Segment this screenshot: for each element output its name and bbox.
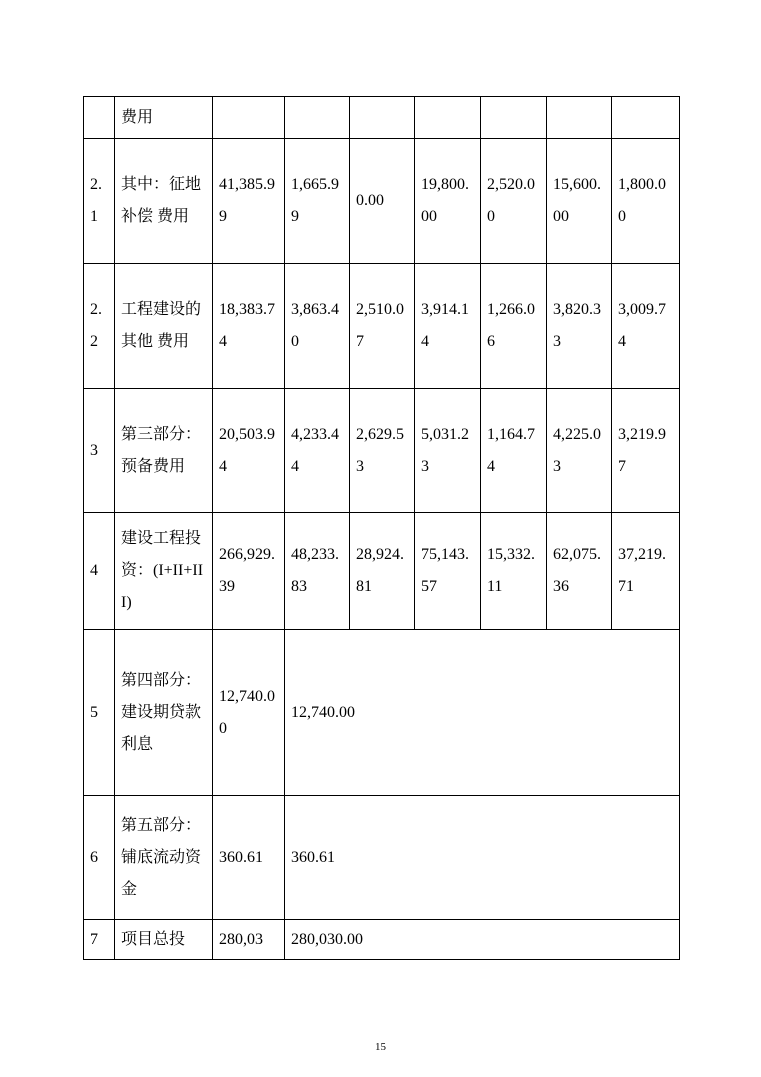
value-cell: 20,503.94: [213, 389, 285, 513]
value-cell: 3,820.33: [547, 264, 612, 389]
row-number: 4: [84, 513, 115, 630]
value-cell: 19,800.00: [415, 139, 481, 264]
row-number: 2.1: [84, 139, 115, 264]
total-cell: 280,03: [213, 920, 285, 960]
row-number: [84, 97, 115, 139]
row-number: 3: [84, 389, 115, 513]
value-cell: 37,219.71: [612, 513, 680, 630]
table-row: [84, 139, 680, 264]
item-name: 项目总投: [115, 920, 213, 960]
table-row: [84, 97, 680, 139]
value-cell: 1,665.99: [285, 139, 350, 264]
value-cell: 28,924.81: [350, 513, 415, 630]
table-row: [84, 389, 680, 513]
table-row: [84, 264, 680, 389]
item-name: 第五部分：铺底流动资金: [115, 796, 213, 920]
value-cell: 0.00: [350, 139, 415, 264]
value-cell: 3,219.97: [612, 389, 680, 513]
item-name: 第三部分：预备费用: [115, 389, 213, 513]
value-cell: 4,225.03: [547, 389, 612, 513]
value-cell: [213, 97, 285, 139]
value-cell: 41,385.99: [213, 139, 285, 264]
value-cell: 15,600.00: [547, 139, 612, 264]
value-cell: 3,914.14: [415, 264, 481, 389]
value-cell: 5,031.23: [415, 389, 481, 513]
value-cell: 4,233.44: [285, 389, 350, 513]
table-row: [84, 920, 680, 960]
total-cell: 360.61: [213, 796, 285, 920]
investment-table: [83, 96, 680, 960]
value-cell: [547, 97, 612, 139]
value-cell: 1,800.00: [612, 139, 680, 264]
value-cell: 15,332.11: [481, 513, 547, 630]
page-number: 15: [375, 1041, 386, 1053]
value-cell: [350, 97, 415, 139]
value-cell: 18,383.74: [213, 264, 285, 389]
item-name: 其中：征地补偿 费用: [115, 139, 213, 264]
row-number: 5: [84, 630, 115, 796]
value-cell: 3,863.40: [285, 264, 350, 389]
table-row: [84, 513, 680, 630]
item-name: 建设工程投资：(I+II+III): [115, 513, 213, 630]
merged-value-cell: 360.61: [285, 796, 680, 920]
merged-value-cell: 280,030.00: [285, 920, 680, 960]
item-name: 费用: [115, 97, 213, 139]
total-cell: 12,740.00: [213, 630, 285, 796]
value-cell: [415, 97, 481, 139]
value-cell: 48,233.83: [285, 513, 350, 630]
table-row: [84, 630, 680, 796]
row-number: 2.2: [84, 264, 115, 389]
value-cell: 266,929.39: [213, 513, 285, 630]
item-name: 工程建设的其他 费用: [115, 264, 213, 389]
value-cell: [285, 97, 350, 139]
table-row: [84, 796, 680, 920]
value-cell: 3,009.74: [612, 264, 680, 389]
value-cell: 2,629.53: [350, 389, 415, 513]
item-name: 第四部分：建设期贷款利息: [115, 630, 213, 796]
value-cell: 1,164.74: [481, 389, 547, 513]
row-number: 7: [84, 920, 115, 960]
row-number: 6: [84, 796, 115, 920]
value-cell: 2,510.07: [350, 264, 415, 389]
value-cell: [612, 97, 680, 139]
value-cell: 75,143.57: [415, 513, 481, 630]
value-cell: 2,520.00: [481, 139, 547, 264]
value-cell: 1,266.06: [481, 264, 547, 389]
merged-value-cell: 12,740.00: [285, 630, 680, 796]
value-cell: [481, 97, 547, 139]
value-cell: 62,075.36: [547, 513, 612, 630]
